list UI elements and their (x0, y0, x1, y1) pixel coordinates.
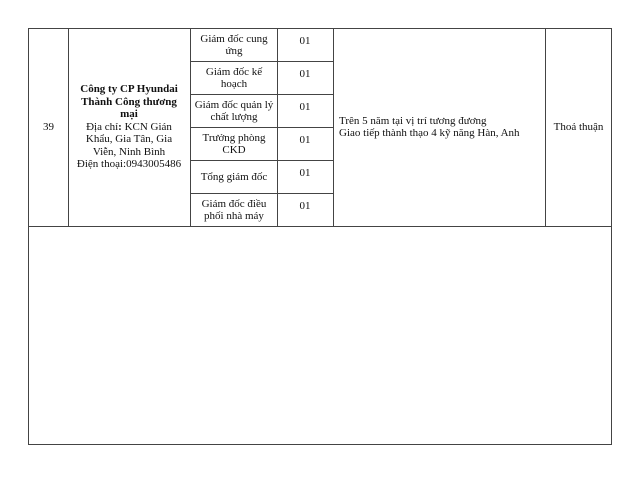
position-qty: 01 (299, 166, 311, 179)
position-title: Giám đốc quản lý chất lượng (194, 98, 274, 123)
position-qty: 01 (299, 133, 311, 146)
requirement-line: Giao tiếp thành thạo 4 kỹ năng Hàn, Anh (339, 127, 520, 139)
position-title: Tổng giám đốc (200, 170, 268, 183)
address-label: Địa chỉ (86, 120, 119, 133)
position-title: Giám đốc kế hoạch (205, 65, 263, 90)
position-qty: 01 (299, 199, 311, 212)
salary-cell: Thoả thuận (553, 120, 604, 133)
position-qty: 01 (299, 34, 311, 47)
company-phone: Điện thoại:0943005486 (76, 158, 182, 171)
position-title: Trưởng phòng CKD (202, 131, 266, 156)
address-colon: : (118, 120, 122, 133)
position-qty: 01 (299, 100, 311, 113)
company-name: Công ty CP Hyundai Thành Công thương mại (80, 83, 178, 121)
address-text: KCN Gián Khẩu, Gia Tân, Gia Viễn, Ninh Bình (85, 120, 173, 158)
position-title: Giám đốc điều phối nhà máy (201, 197, 267, 222)
row-number: 39 (43, 120, 54, 133)
position-title: Giám đốc cung ứng (200, 32, 268, 57)
requirements-cell (334, 28, 544, 226)
requirement-line: Trên 5 năm tại vị trí tương đương (339, 114, 487, 127)
company-address (73, 121, 185, 159)
company-cell (69, 28, 189, 226)
position-qty: 01 (299, 67, 311, 80)
